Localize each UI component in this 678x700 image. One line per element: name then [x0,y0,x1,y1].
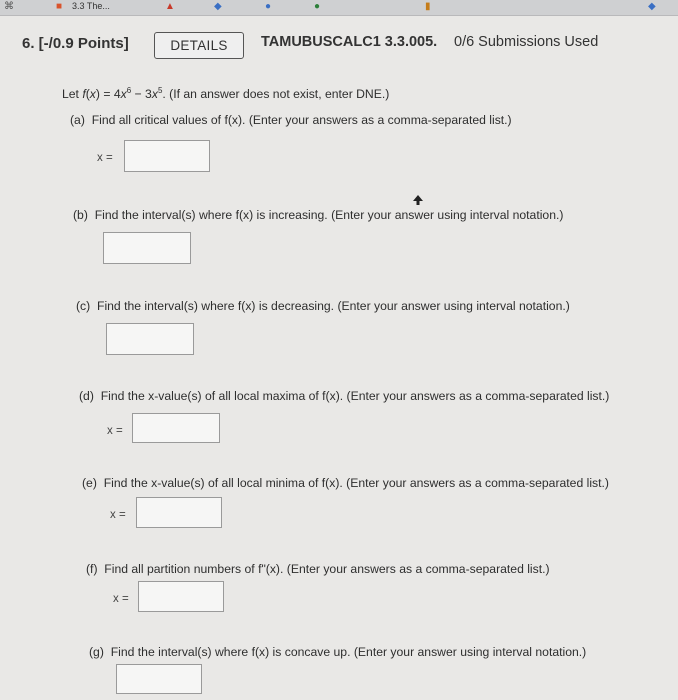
part-c-input[interactable] [106,323,194,355]
bookmark-icon-6[interactable]: ◆ [648,1,656,12]
part-a-x-label: x = [97,152,113,164]
mouse-cursor-icon [413,195,423,205]
bookmark-icon-1[interactable]: ▲ [165,1,175,12]
part-d-x-label: x = [107,425,123,437]
part-g-prompt: (g) Find the interval(s) where f(x) is concave up. (Enter your answer using interval notation.) [89,645,587,659]
part-e-input[interactable] [136,497,222,528]
part-c-prompt: (c) Find the interval(s) where f(x) is decreasing. (Enter your answer using interval notation.) [76,299,570,313]
tab-title[interactable]: 3.3 The... [72,1,110,11]
bookmark-icon-3[interactable]: ● [265,1,272,12]
question-number: 6. [-/0.9 Points] [22,35,129,52]
part-d-input[interactable] [132,413,220,443]
browser-tab-bar [0,0,678,16]
part-e-prompt: (e) Find the x-value(s) of all local minima of f(x). (Enter your answers as a comma-separated list.) [82,476,609,490]
part-e-x-label: x = [110,509,126,521]
course-code: TAMUBUSCALC1 3.3.005. [261,34,438,50]
tab-favicon: ■ [56,1,63,12]
question-header [14,28,664,64]
submissions-count: 0/6 Submissions Used [454,34,599,50]
part-f-prompt: (f) Find all partition numbers of f"(x). (Enter your answers as a comma-separated list.) [86,562,550,576]
details-button[interactable]: DETAILS [154,32,244,59]
app-icon[interactable]: ⌘ [4,1,14,12]
part-b-prompt: (b) Find the interval(s) where f(x) is increasing. (Enter your answer using interval notation.) [73,208,564,222]
bookmark-icon-2[interactable]: ◆ [214,1,222,12]
part-f-x-label: x = [113,593,129,605]
part-a-prompt: (a) Find all critical values of f(x). (Enter your answers as a comma-separated list.) [70,113,512,127]
question-intro: Let $f(x) = 4x^6 - 3x^5$. (If an answer does not exist, enter DNE.) [62,86,390,102]
bookmark-icon-4[interactable]: ● [314,1,321,12]
part-a-input[interactable] [124,140,210,172]
part-d-prompt: (d) Find the x-value(s) of all local maxima of f(x). (Enter your answers as a comma-separated list.) [79,389,610,403]
part-f-input[interactable] [138,581,224,612]
bookmark-icon-5[interactable]: ▮ [425,1,431,12]
part-b-input[interactable] [103,232,191,264]
part-g-input[interactable] [116,664,202,694]
